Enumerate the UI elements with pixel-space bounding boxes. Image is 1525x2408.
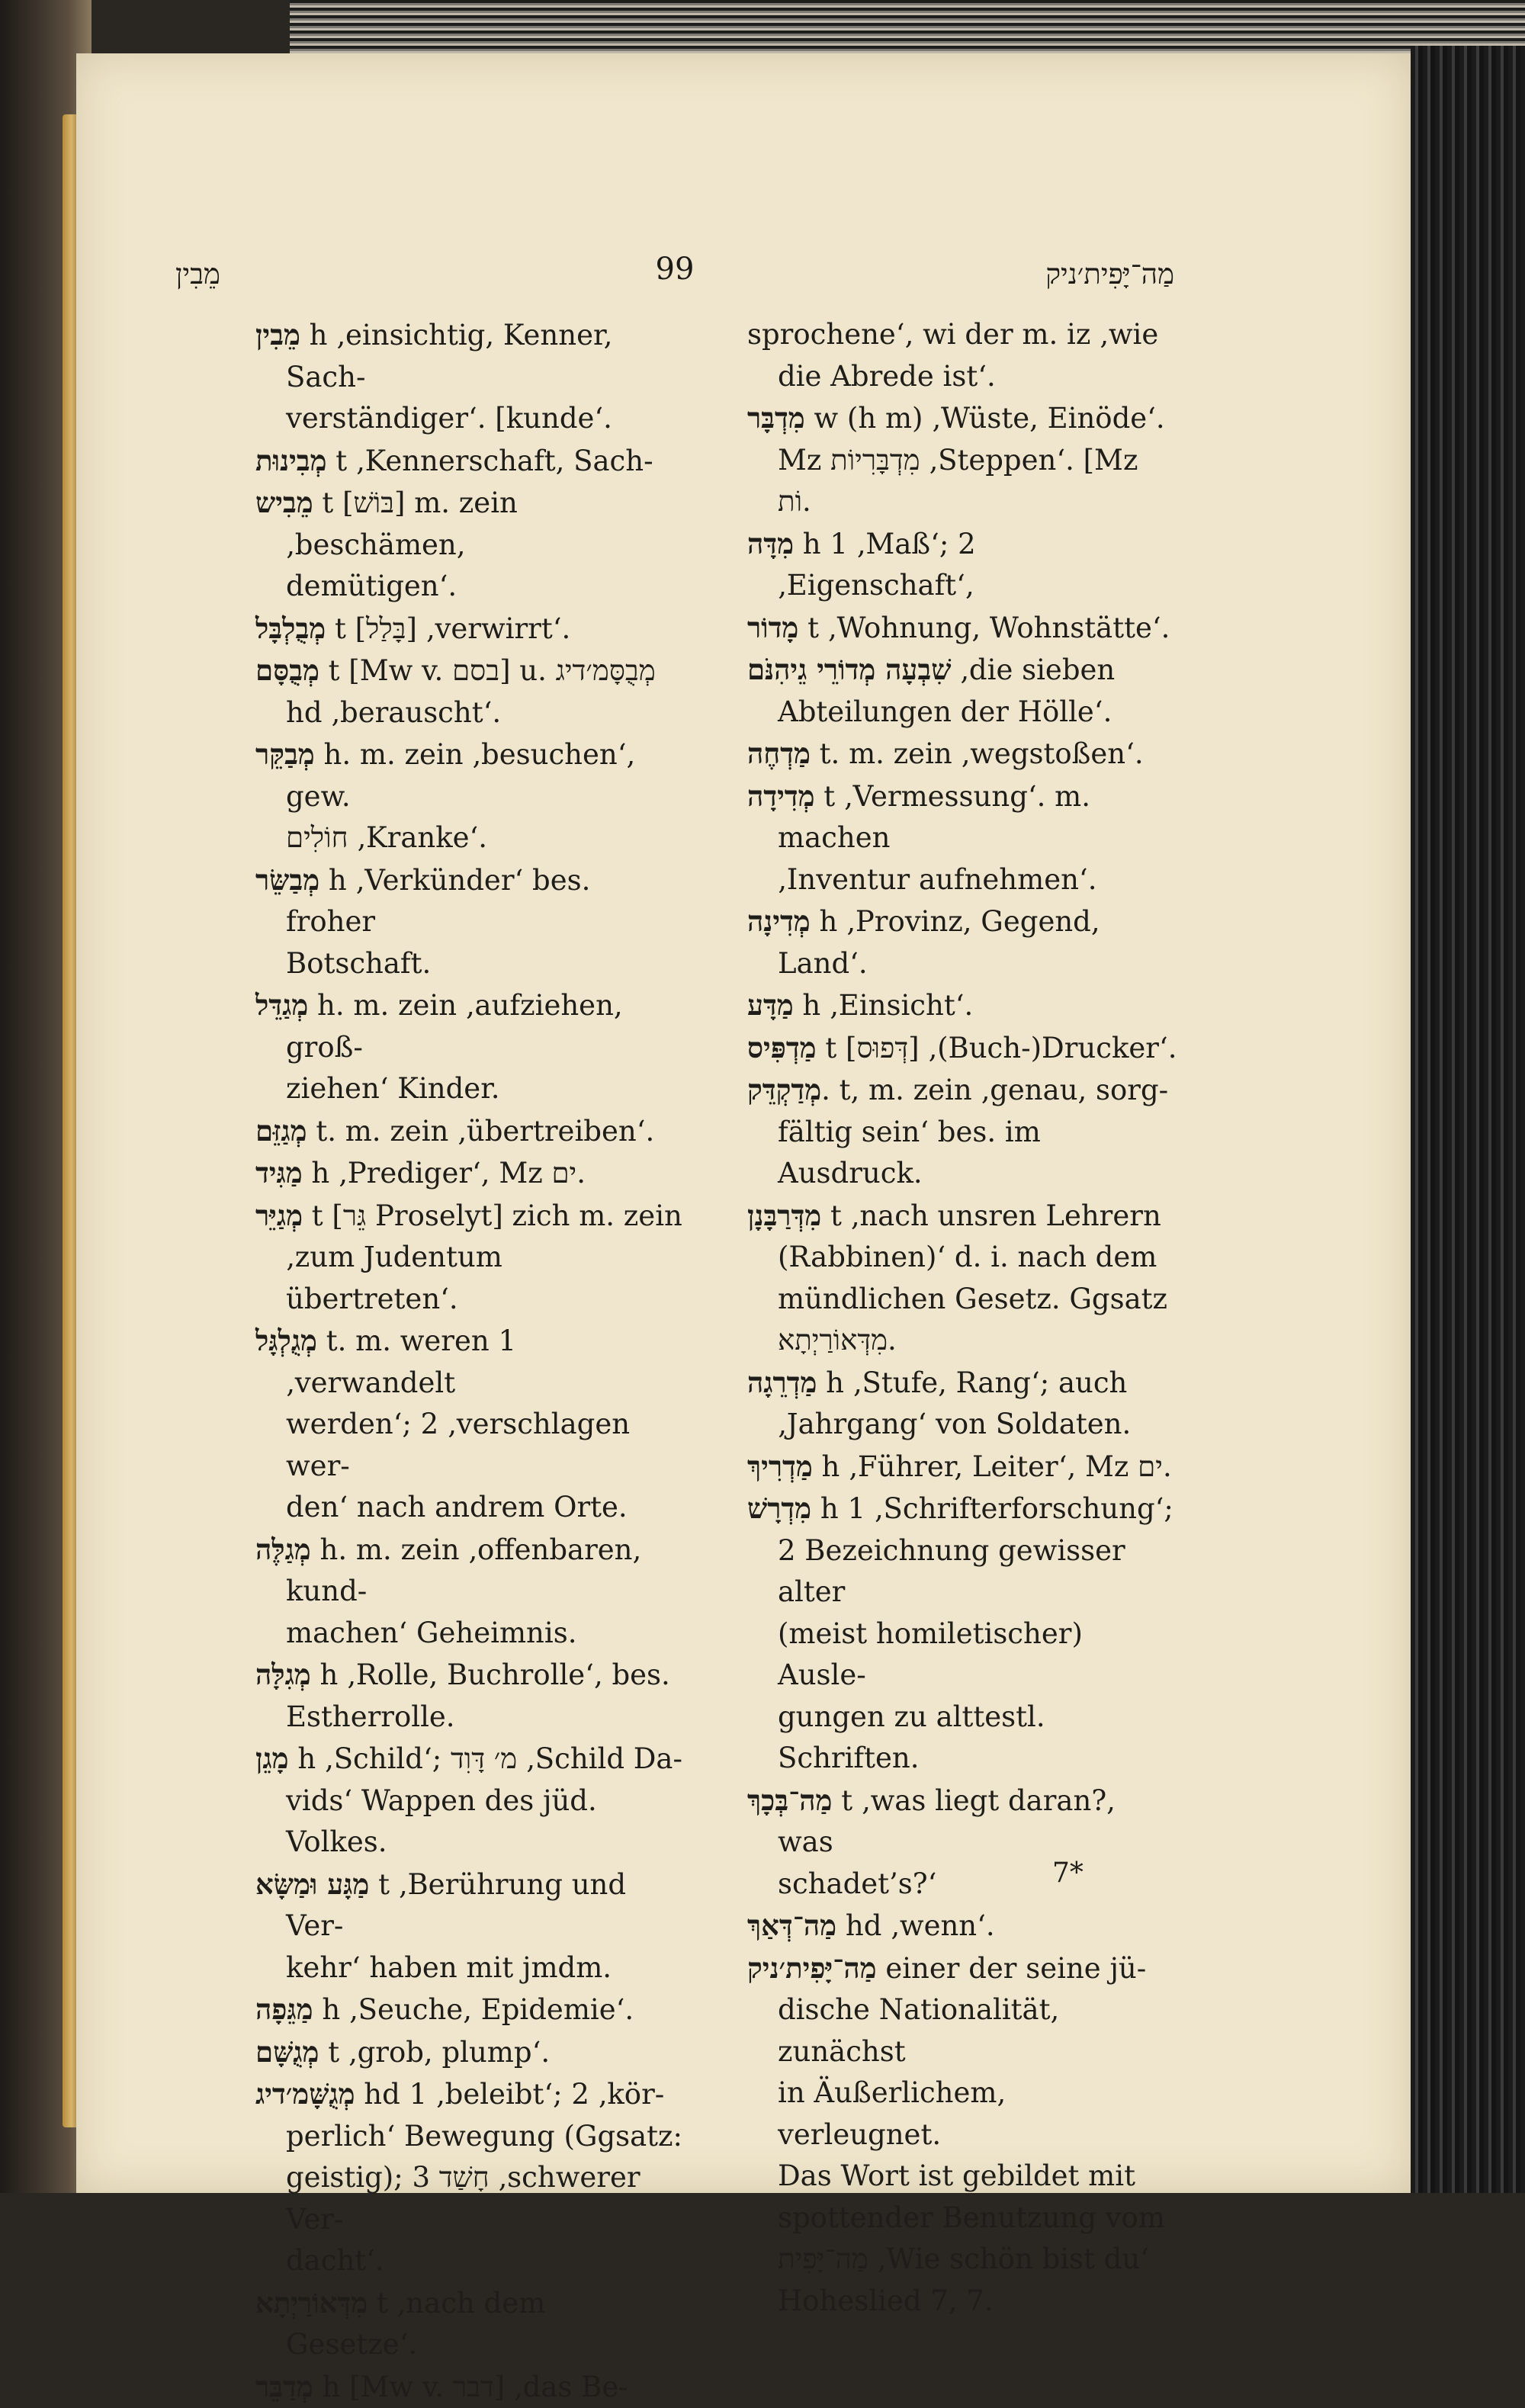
entry-definition: h ‚Provinz, Gegend, Land‘. xyxy=(778,905,1100,980)
header-left-word: מֵבִין xyxy=(175,258,220,291)
page-number: 99 xyxy=(175,252,1174,287)
entry-continuation: ‚Jahrgang‘ von Soldaten. xyxy=(747,1404,1178,1446)
dictionary-entry xyxy=(747,775,1178,859)
entry-continuation: geistig); 3 חָשַׁד ‚schwerer Ver- xyxy=(255,2157,682,2240)
entry-definition: h ‚Stufe, Rang‘; auch xyxy=(817,1366,1127,1399)
entry-continuation: fältig sein‘ bes. im Ausdruck. xyxy=(747,1112,1178,1195)
entry-headword: מִדְּאוֹרַיְתָא xyxy=(255,2286,368,2320)
entry-continuation: dacht‘. xyxy=(255,2240,682,2282)
header-right-word: מַה־יָּפִית׳ניק xyxy=(1045,258,1174,291)
running-header xyxy=(175,252,1174,297)
entry-headword: מִדְבָּר xyxy=(747,401,805,435)
dictionary-entry xyxy=(255,1529,682,1613)
entry-headword: מְגַיֵּר xyxy=(255,1199,303,1232)
entry-definition: w (h m) ‚Wüste, Einöde‘. xyxy=(805,402,1165,435)
dictionary-entry xyxy=(747,1027,1178,1070)
entry-headword: שִׁבְעָה מְדוֹרֵי גֵיהִנֹּם xyxy=(747,653,951,686)
entry-continuation: (Rabbinen)‘ d. i. nach dem xyxy=(747,1237,1178,1279)
entry-headword: מְבֻלְבָּל xyxy=(255,612,326,645)
entry-headword: מַגִּיד xyxy=(255,1156,303,1190)
dictionary-entry xyxy=(255,1654,682,1697)
entry-headword: מְגַזֵּם xyxy=(255,1114,307,1148)
dictionary-entry xyxy=(747,901,1178,984)
dictionary-entry xyxy=(255,1195,682,1238)
dictionary-entry xyxy=(255,2282,682,2366)
entry-definition: t. m. weren 1 ‚verwandelt xyxy=(286,1324,516,1399)
entry-continuation: hd ‚berauscht‘. xyxy=(255,692,682,734)
entry-continuation: מַה־יָּפִית ‚Wie schön bist du‘ xyxy=(747,2239,1178,2281)
dictionary-entry xyxy=(747,1195,1178,1238)
entry-continuation: ‚zum Judentum übertreten‘. xyxy=(255,1237,682,1320)
entry-headword: מְגַלֶּה xyxy=(255,1533,311,1566)
entry-continuation: מִדְּאוֹרַיְתָא. xyxy=(747,1320,1178,1362)
left-column xyxy=(255,314,682,2408)
entry-continuation: mündlichen Gesetz. Ggsatz xyxy=(747,1279,1178,1321)
entry-definition: t ‚nach unsren Lehrern xyxy=(821,1199,1161,1232)
entry-headword: מֵבִין xyxy=(255,318,300,352)
dictionary-entry xyxy=(747,1905,1178,1947)
dictionary-entry xyxy=(255,314,682,398)
entry-headword: מָדוֹר xyxy=(747,611,798,644)
entry-definition: h. m. zein ‚offenbaren, kund- xyxy=(286,1533,641,1608)
entry-definition: h ‚Einsicht‘. xyxy=(794,989,974,1022)
dictionary-entry xyxy=(255,482,682,566)
entry-headword: מַה־דְּאַךְ xyxy=(747,1909,836,1942)
entry-definition: hd 1 ‚beleibt‘; 2 ‚kör- xyxy=(355,2078,665,2111)
entry-definition: h [Mw v. דבר] ‚das Be- xyxy=(313,2371,628,2403)
entry-definition: t ‚Berührung und Ver- xyxy=(286,1868,626,1943)
entry-headword: מְדִינָה xyxy=(747,904,811,938)
entry-headword: מִדְּרַבָּנָן xyxy=(747,1199,821,1232)
dictionary-entry xyxy=(255,2073,682,2116)
entry-definition: h 1 ‚Maß‘; 2 ‚Eigenschaft‘, xyxy=(778,528,976,602)
entry-headword: מִדָּה xyxy=(747,527,794,560)
entry-definition: ‚die sieben xyxy=(951,653,1115,686)
entry-definition: t ‚Vermessung‘. m. machen xyxy=(778,780,1090,855)
entry-continuation: verständiger‘. [kunde‘. xyxy=(255,398,682,440)
entry-definition: . t, m. zein ‚genau, sorg- xyxy=(821,1074,1168,1106)
entry-continuation: Abteilungen der Hölle‘. xyxy=(747,692,1178,734)
entry-continuation: vids‘ Wappen des jüd. Volkes. xyxy=(255,1780,682,1864)
entry-definition: h 1 ‚Schrifterforschung‘; xyxy=(811,1492,1173,1525)
entry-continuation: in Äußerlichem, verleugnet. xyxy=(747,2072,1178,2156)
entry-definition: h ‚Schild‘; מ׳ דָּוִד ‚Schild Da- xyxy=(289,1742,682,1775)
dictionary-entry xyxy=(255,1320,682,1404)
entry-continuation: dische Nationalität, zunächst xyxy=(747,1989,1178,2072)
entry-continuation: Estherrolle. xyxy=(255,1697,682,1739)
entry-headword: מְגֻלְגָּל xyxy=(255,1324,317,1357)
dictionary-entry xyxy=(747,1488,1178,1530)
entry-headword: מְבֻסָּם xyxy=(255,653,319,687)
entry-continuation: machen‘ Geheimnis. xyxy=(255,1613,682,1655)
entry-continuation: perlich‘ Bewegung (Ggsatz: xyxy=(255,2116,682,2158)
entry-headword: מִדְרָשׁ xyxy=(747,1491,811,1525)
dictionary-entry xyxy=(747,397,1178,440)
entry-continuation: spottender Benutzung vom xyxy=(747,2198,1178,2239)
dictionary-entry xyxy=(747,984,1178,1027)
entry-continuation: (meist homiletischer) Ausle- xyxy=(747,1613,1178,1697)
page-stack-right xyxy=(1411,46,1525,2193)
entry-continuation: sprochene‘, wi der m. iz ‚wie xyxy=(747,314,1178,356)
entry-headword: מְדַקְדֵּק xyxy=(747,1073,821,1106)
dictionary-entry xyxy=(255,440,682,483)
dictionary-entry xyxy=(255,1864,682,1947)
entry-headword: מַדָּע xyxy=(747,988,794,1022)
entry-definition: h ‚einsichtig, Kenner, Sach- xyxy=(286,319,612,393)
dictionary-entry xyxy=(255,1110,682,1153)
dictionary-entry xyxy=(747,733,1178,775)
entry-continuation: ‚Inventur aufnehmen‘. xyxy=(747,859,1178,901)
entry-headword: מַדְחֶה xyxy=(747,737,811,770)
dictionary-entry xyxy=(747,1362,1178,1405)
entry-headword: מֵבִיש xyxy=(255,486,313,519)
entry-continuation: werden‘; 2 ‚verschlagen wer- xyxy=(255,1404,682,1487)
entry-continuation: die Abrede ist‘. xyxy=(747,356,1178,398)
dictionary-entry xyxy=(255,1989,682,2031)
entry-definition: t. m. zein ‚übertreiben‘. xyxy=(307,1115,655,1148)
entry-definition: h. m. zein ‚aufziehen, groß- xyxy=(286,989,623,1064)
entry-continuation: חוֹלִים ‚Kranke‘. xyxy=(255,817,682,859)
entry-definition: einer der seine jü- xyxy=(877,1952,1147,1985)
entry-definition: t [גֵּר Proselyt] zich m. zein xyxy=(303,1199,682,1232)
signature-mark: 7* xyxy=(1052,1857,1084,1889)
entry-definition: t ‚Wohnung, Wohnstätte‘. xyxy=(798,612,1170,644)
entry-continuation: ziehen‘ Kinder. xyxy=(255,1068,682,1110)
dictionary-entry xyxy=(255,2031,682,2074)
entry-headword: מְגֻשָּׁם xyxy=(255,2035,319,2069)
dictionary-entry xyxy=(747,1947,1178,1990)
entry-headword: מְדִידָה xyxy=(747,779,815,813)
entry-headword: מְבַשֵּׂר xyxy=(255,863,319,897)
entry-definition: h ‚Führer, Leiter‘, Mz ים. xyxy=(813,1450,1172,1483)
entry-headword: מְבִינוּת xyxy=(255,444,327,477)
entry-continuation: Hoheslied 7, 7. xyxy=(747,2281,1178,2323)
entry-continuation: schadet’s?‘ xyxy=(747,1864,1178,1906)
dictionary-entry xyxy=(255,1738,682,1780)
entry-headword: מְגֻשָּׁמ׳דיג xyxy=(255,2077,355,2111)
entry-continuation: gungen zu alttestl. Schriften. xyxy=(747,1697,1178,1780)
entry-definition: h ‚Rolle, Buchrolle‘, bes. xyxy=(311,1658,670,1691)
entry-continuation: kehr‘ haben mit jmdm. xyxy=(255,1947,682,1989)
entry-definition: t ‚was liegt daran?, was xyxy=(778,1784,1116,1859)
entry-definition: t [בָּלַל] ‚verwirrt‘. xyxy=(326,612,570,645)
dictionary-entry xyxy=(747,1069,1178,1112)
entry-headword: מַדְפִּיס xyxy=(747,1031,817,1064)
entry-definition: hd ‚wenn‘. xyxy=(836,1909,995,1942)
entry-continuation: 2 Bezeichnung gewisser alter xyxy=(747,1530,1178,1613)
entry-headword: מְדַבֵּר xyxy=(255,2370,313,2403)
entry-headword: מַגָּע וּמַשָּׂא xyxy=(255,1867,369,1901)
entry-definition: t ‚nach dem Gesetze‘. xyxy=(286,2287,545,2361)
dictionary-entry xyxy=(747,1446,1178,1488)
entry-definition: h ‚Verkünder‘ bes. froher xyxy=(286,864,590,939)
dictionary-entry xyxy=(255,650,682,692)
entry-definition: h. m. zein ‚besuchen‘, gew. xyxy=(286,738,635,813)
dictionary-entry xyxy=(747,1780,1178,1864)
entry-definition: h ‚Seuche, Epidemie‘. xyxy=(313,1993,634,2026)
entry-continuation: Mz מִדְבָּרִיוֹת ‚Steppen‘. [Mz וֹת. xyxy=(747,440,1178,523)
entry-definition: h ‚Prediger‘, Mz ים. xyxy=(303,1157,586,1190)
dictionary-entry xyxy=(255,734,682,817)
entry-continuation: Botschaft. xyxy=(255,943,682,985)
entry-definition: t ‚grob, plump‘. xyxy=(319,2036,550,2069)
entry-continuation: den‘ nach andrem Orte. xyxy=(255,1487,682,1529)
dictionary-entry xyxy=(747,649,1178,692)
entry-definition: t [דְּפוּס] ‚(Buch-)Drucker‘. xyxy=(817,1032,1177,1064)
entry-headword: מַגֵּפָה xyxy=(255,1992,313,2026)
right-column xyxy=(747,314,1178,2322)
entry-headword: מְבַקֵּר xyxy=(255,737,315,771)
dictionary-entry xyxy=(255,608,682,650)
entry-headword: מַדְרֵגָה xyxy=(747,1366,817,1399)
entry-headword: מְגִלָּה xyxy=(255,1658,311,1691)
entry-continuation: demütigen‘. xyxy=(255,566,682,608)
entry-headword: מַה־בְּכָךְ xyxy=(747,1784,832,1817)
entry-definition: t [בּוֹשׁ] m. zein ‚beschämen, xyxy=(286,486,518,561)
entry-definition: t ‚Kennerschaft, Sach- xyxy=(327,445,653,477)
entry-headword: מַה־יָּפִית׳ניק xyxy=(747,1951,877,1985)
entry-continuation: Das Wort ist gebildet mit xyxy=(747,2156,1178,2198)
dictionary-entry xyxy=(747,523,1178,607)
entry-headword: מְגַדֵּל xyxy=(255,988,308,1022)
entry-definition: t. m. zein ‚wegstoßen‘. xyxy=(811,737,1144,770)
dictionary-entry xyxy=(255,859,682,943)
dictionary-entry xyxy=(255,2366,682,2408)
dictionary-entry xyxy=(747,607,1178,650)
entry-headword: מָגֵן xyxy=(255,1742,289,1775)
entry-headword: מַדְרִיךְ xyxy=(747,1450,813,1483)
dictionary-entry xyxy=(255,1152,682,1195)
entry-definition: t [Mw v. בסם] u. מְבֻסָּמ׳דיג xyxy=(319,654,656,687)
dictionary-entry xyxy=(255,984,682,1068)
